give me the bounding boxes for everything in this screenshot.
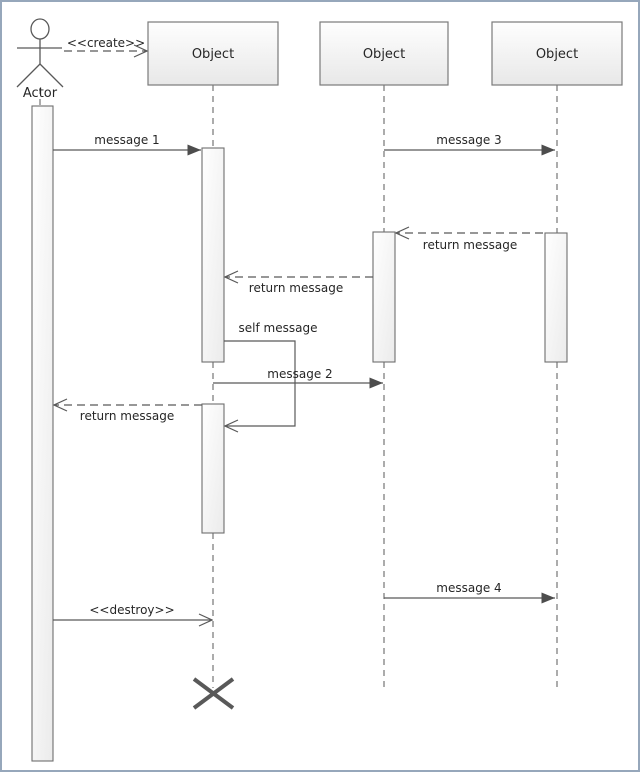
- return-message-obj3-label: return message: [422, 238, 518, 252]
- return-message-obj3-to-obj2[interactable]: [396, 233, 543, 252]
- activation-bar-object1-b[interactable]: [202, 404, 224, 533]
- object-1-label: Object: [191, 47, 235, 62]
- message-3-label: message 3: [436, 133, 502, 147]
- activation-bar-object1-a[interactable]: [202, 148, 224, 362]
- return-message-actor-label: return message: [79, 409, 175, 423]
- return-message-obj2-to-obj1[interactable]: [225, 277, 373, 295]
- object-3-label: Object: [535, 47, 579, 62]
- destroy-x-mark[interactable]: [194, 679, 233, 708]
- message-destroy[interactable]: [53, 603, 212, 620]
- activation-bar-object2[interactable]: [373, 232, 395, 362]
- message-destroy-label: <<destroy>>: [89, 603, 175, 617]
- message-4[interactable]: [384, 581, 555, 598]
- return-message-obj2-label: return message: [248, 281, 344, 295]
- message-4-label: message 4: [436, 581, 502, 595]
- message-1[interactable]: [53, 133, 201, 150]
- actor-label: Actor: [22, 86, 58, 101]
- object-2-label: Object: [362, 47, 406, 62]
- message-create-label: <<create>>: [66, 36, 146, 50]
- canvas-border: [1, 1, 639, 771]
- object-box-3[interactable]: [492, 22, 622, 85]
- actor-figure[interactable]: [17, 19, 63, 101]
- object-box-1[interactable]: [148, 22, 278, 85]
- object-box-2[interactable]: [320, 22, 448, 85]
- actor-head-icon: [31, 19, 49, 39]
- message-create[interactable]: [64, 36, 147, 51]
- message-2-label: message 2: [267, 367, 333, 381]
- activation-bar-object3[interactable]: [545, 233, 567, 362]
- actor-legs: [17, 64, 63, 87]
- activation-bar-actor[interactable]: [32, 106, 53, 761]
- self-message-label: self message: [238, 321, 318, 335]
- message-2[interactable]: [213, 367, 383, 383]
- message-3[interactable]: [384, 133, 555, 150]
- return-message-obj1-to-actor[interactable]: [54, 405, 202, 423]
- message-1-label: message 1: [94, 133, 160, 147]
